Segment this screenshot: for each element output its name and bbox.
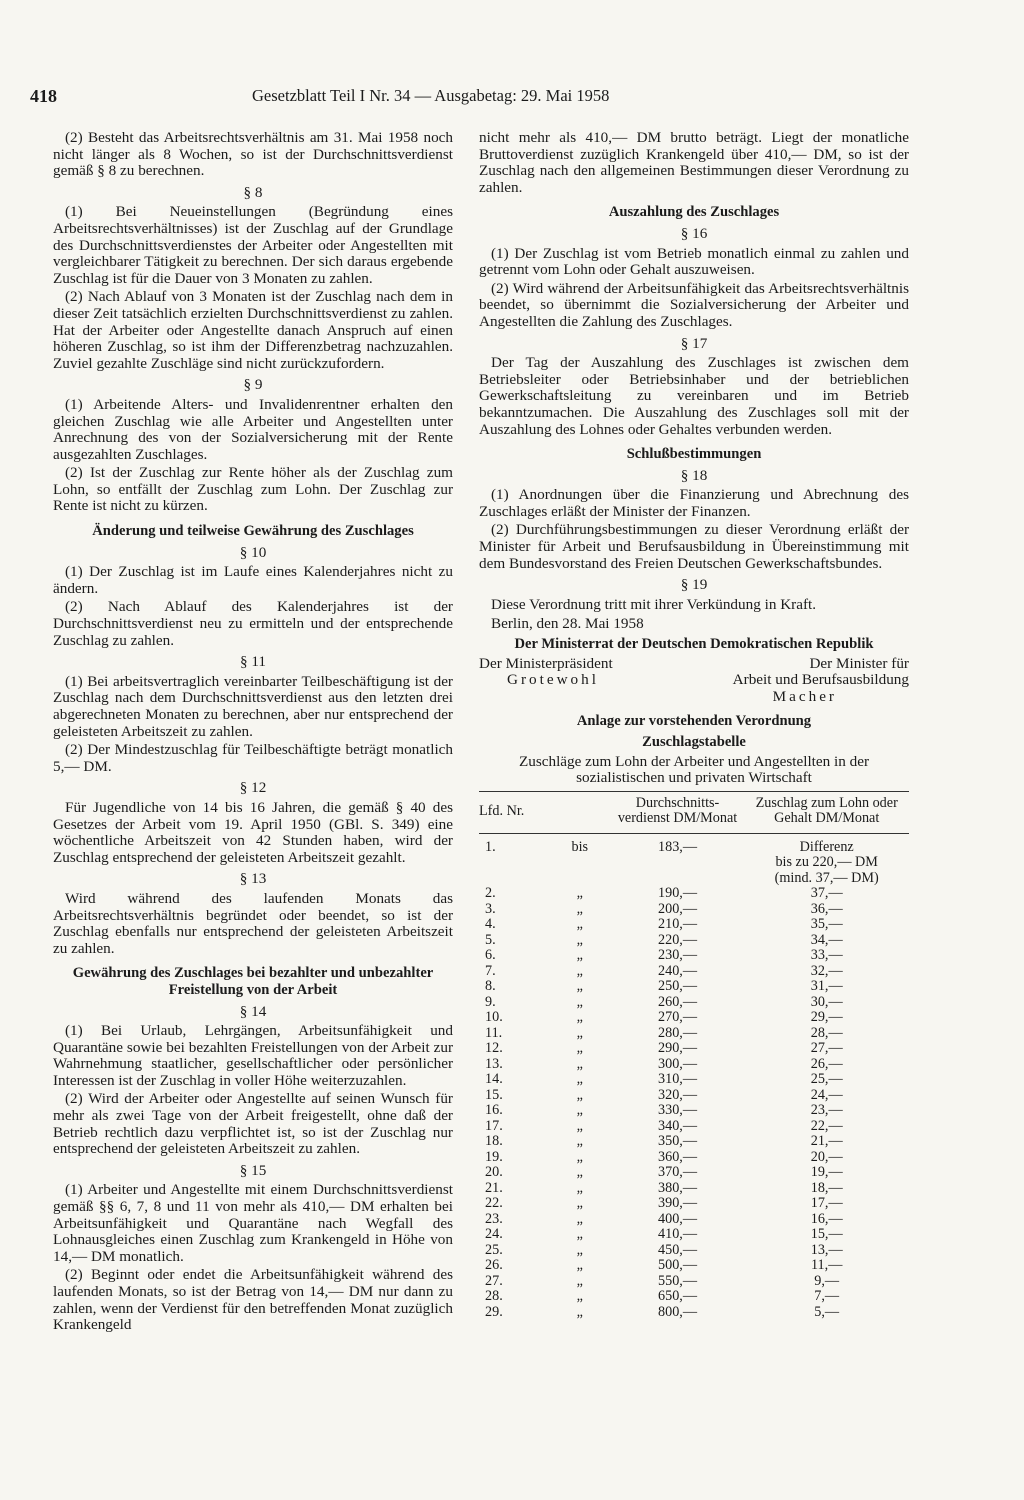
table-row xyxy=(479,886,909,902)
section-16-heading: § 16 xyxy=(680,224,708,242)
signature-right-name: Macher xyxy=(772,687,837,705)
table-row xyxy=(479,979,909,995)
row-nr: 28. xyxy=(485,1288,503,1305)
table-row xyxy=(479,1103,909,1119)
table-row xyxy=(479,1150,909,1166)
signature-right-office: Arbeit und Berufsausbildung xyxy=(732,671,909,689)
row-nr: 6. xyxy=(485,947,496,964)
row-nr: 11. xyxy=(485,1024,503,1041)
row-zuschlag: 7,— xyxy=(814,1288,840,1305)
row-nr: 25. xyxy=(485,1241,503,1258)
paragraph-8-2: (2) Nach Ablauf von 3 Monaten ist der Zuschlag nach dem in dieser Zeit tatsächlich erzielten Durchschnittsverdienst zu zahlen. Hat der Arbeiter oder Angestellte danach Anspruch auf einen höheren Zuschlag, so ist ihm der Differenzbetrag nachzuzahlen. Zuviel gezahlte Zuschläge sind nicht zurückzufordern. xyxy=(53,288,453,372)
table-row xyxy=(479,1057,909,1073)
row-nr: 2. xyxy=(485,885,496,902)
place-date: Berlin, den 28. Mai 1958 xyxy=(491,615,644,633)
column-header-blank xyxy=(549,791,611,833)
row-zuschlag: 30,— xyxy=(810,993,843,1010)
row-zuschlag: 36,— xyxy=(810,900,843,917)
column-header-nr: Lfd. Nr. xyxy=(479,791,549,833)
row-bis: „ xyxy=(576,1179,583,1196)
paragraph-18-1: (1) Anordnungen über die Finanzierung und Abrechnung des Zuschlages erläßt der Minister der Finanzen. xyxy=(479,486,909,520)
row-verdienst: 340,— xyxy=(658,1117,698,1134)
row-bis: „ xyxy=(576,1272,583,1289)
paragraph-16-1: (1) Der Zuschlag ist vom Betrieb monatlich einmal zu zahlen und getrennt vom Lohn oder Gehalt auszuweisen. xyxy=(479,244,909,279)
row-bis: „ xyxy=(576,1195,583,1212)
row-verdienst: 210,— xyxy=(658,916,698,933)
section-9-heading: § 9 xyxy=(243,376,263,394)
signature-left-title: Der Ministerpräsident xyxy=(479,654,613,672)
paragraph-10-2: (2) Nach Ablauf des Kalenderjahres ist der Durchschnittsverdienst neu zu ermitteln und der entsprechende Zuschlag zu zahlen. xyxy=(53,598,453,649)
row-zuschlag: 20,— xyxy=(810,1148,843,1165)
row-nr: 27. xyxy=(485,1272,503,1289)
section-13-heading: § 13 xyxy=(239,870,267,888)
row-bis: „ xyxy=(576,1040,583,1057)
row-nr: 7. xyxy=(485,962,496,979)
paragraph-15-2: (2) Beginnt oder endet die Arbeitsunfähigkeit während des laufenden Monats, so ist der Betrag von 14,— DM nur dann zu zahlen, wenn der Verdienst für den betreffenden Monat zuzüglich Krankengeld xyxy=(53,1266,453,1334)
row-nr: 19. xyxy=(485,1148,503,1165)
row-nr: 9. xyxy=(485,993,496,1010)
table-row xyxy=(479,933,909,949)
row-verdienst: 240,— xyxy=(658,962,698,979)
table-row xyxy=(479,948,909,964)
row-nr: 29. xyxy=(485,1303,503,1320)
row-bis: „ xyxy=(576,885,583,902)
row-zuschlag: 9,— xyxy=(814,1272,840,1289)
row-zuschlag: 5,— xyxy=(814,1303,840,1320)
row-verdienst: 800,— xyxy=(658,1303,698,1320)
row-bis: „ xyxy=(576,916,583,933)
row-nr: 21. xyxy=(485,1179,503,1196)
row-zuschlag: 37,— xyxy=(810,885,843,902)
row-nr: 12. xyxy=(485,1040,503,1057)
page-number: 418 xyxy=(30,86,57,106)
row-zuschlag: 18,— xyxy=(810,1179,843,1196)
row-verdienst: 260,— xyxy=(658,993,698,1010)
ministerrat-line: Der Ministerrat der Deutschen Demokratischen Republik xyxy=(514,636,874,653)
table-row xyxy=(479,1165,909,1181)
paragraph-9-2: (2) Ist der Zuschlag zur Rente höher als der Zuschlag zum Lohn, so entfällt der Zuschlag zum Lohn. Der Zuschlag zur Rente ist nicht zu kürzen. xyxy=(53,464,453,515)
row-bis: „ xyxy=(576,1226,583,1243)
row-verdienst: 650,— xyxy=(658,1288,698,1305)
row-nr: 22. xyxy=(485,1195,503,1212)
row-zuschlag: 25,— xyxy=(810,1071,843,1088)
row-nr: 15. xyxy=(485,1086,503,1103)
row-zuschlag-note xyxy=(744,833,909,886)
row-bis: „ xyxy=(576,1148,583,1165)
zuschlag-differenz: Differenz xyxy=(799,838,854,855)
table-row xyxy=(479,1041,909,1057)
table-row xyxy=(479,1010,909,1026)
table-body xyxy=(479,833,909,1320)
row-nr: 13. xyxy=(485,1055,503,1072)
row-bis: „ xyxy=(576,1024,583,1041)
section-10-heading: § 10 xyxy=(239,543,267,561)
row-verdienst: 280,— xyxy=(658,1024,698,1041)
row-zuschlag: 26,— xyxy=(810,1055,843,1072)
row-bis: „ xyxy=(576,1086,583,1103)
heading-zuschlagstabelle: Zuschlagstabelle xyxy=(642,734,746,750)
left-column xyxy=(53,130,453,1336)
row-verdienst: 190,— xyxy=(658,885,698,902)
row-bis: „ xyxy=(576,1071,583,1088)
row-zuschlag: 31,— xyxy=(810,978,843,995)
row-zuschlag: 24,— xyxy=(810,1086,843,1103)
row-verdienst: 360,— xyxy=(658,1148,698,1165)
row-verdienst: 410,— xyxy=(658,1226,698,1243)
paragraph-8-1: (1) Bei Neueinstellungen (Begründung eines Arbeitsrechtsverhältnisses) ist der Zuschlag auf der Grundlage des Durchschnittsverdienstes der Arbeiter oder Angestellten mit vergleichbarer Tätigkeit zu berechnen. Der sich daraus ergebende Zuschlag ist für die Dauer von 3 Monaten zu zahlen. xyxy=(53,203,453,287)
row-zuschlag: 15,— xyxy=(810,1226,843,1243)
row-bis: „ xyxy=(576,1164,583,1181)
table-row xyxy=(479,964,909,980)
row-nr: 18. xyxy=(485,1133,503,1150)
row-zuschlag: 21,— xyxy=(810,1133,843,1150)
paragraph-13: Wird während des laufenden Monats das Arbeitsrechtsverhältnis begründet oder beendet, so ist der Zuschlag ebenfalls nur entsprechend der geleisteten Arbeitszeit zu zahlen. xyxy=(53,889,453,957)
section-19-heading: § 19 xyxy=(680,576,708,594)
row-nr: 14. xyxy=(485,1071,503,1088)
section-15-heading: § 15 xyxy=(239,1161,267,1179)
table-row xyxy=(479,1289,909,1305)
table-row xyxy=(479,902,909,918)
table-row xyxy=(479,833,909,886)
row-verdienst: 320,— xyxy=(658,1086,698,1103)
row-nr: 3. xyxy=(485,900,496,917)
paragraph-11-2: (2) Der Mindestzuschlag für Teilbeschäftigte beträgt monatlich 5,— DM. xyxy=(53,741,453,775)
paragraph-17: Der Tag der Auszahlung des Zuschlages ist zwischen dem Betriebsleiter oder Betriebsinhaber und der betrieblichen Gewerkschaftsleitung zu vereinbaren und im Betrieb bekanntzumachen. Die Auszahlung des Zuschlages soll mit der Auszahlung des Lohnes oder Gehaltes verbunden werden. xyxy=(479,354,909,438)
section-18-heading: § 18 xyxy=(680,466,708,484)
row-zuschlag: 22,— xyxy=(810,1117,843,1134)
table-row xyxy=(479,995,909,1011)
row-verdienst: 300,— xyxy=(658,1055,698,1072)
row-verdienst: 380,— xyxy=(658,1179,698,1196)
paragraph-12: Für Jugendliche von 14 bis 16 Jahren, die gemäß § 40 des Gesetzes der Arbeit vom 19. April 1950 (GBl. S. 349) eine wöchentliche Arbeitszeit von 42 Stunden haben, wird der Zuschlag entsprechend der geleisteten Arbeitszeit gezahlt. xyxy=(53,798,453,866)
table-row xyxy=(479,1243,909,1259)
row-verdienst: 500,— xyxy=(658,1257,698,1274)
row-verdienst: 183,— xyxy=(658,838,698,855)
zuschlag-mindestens: (mind. 37,— DM) xyxy=(774,869,879,886)
row-bis: „ xyxy=(576,1241,583,1258)
section-17-heading: § 17 xyxy=(680,334,708,352)
row-nr: 5. xyxy=(485,931,496,948)
row-bis: „ xyxy=(576,978,583,995)
table-row xyxy=(479,1227,909,1243)
paragraph-9-1: (1) Arbeitende Alters- und Invalidenrentner erhalten den gleichen Zuschlag wie alle Arbeiter und Angestellten unter Anrechnung des von der Sozialversicherung mit der Rente ausgezahlten Zuschlages. xyxy=(53,395,453,463)
column-header-zuschlag: Zuschlag zum Lohn oder Gehalt DM/Monat xyxy=(744,791,909,833)
heading-anlage: Anlage zur vorstehenden Verordnung xyxy=(576,713,812,730)
row-verdienst: 250,— xyxy=(658,978,698,995)
row-verdienst: 290,— xyxy=(658,1040,698,1057)
row-verdienst: 200,— xyxy=(658,900,698,917)
paragraph-19: Diese Verordnung tritt mit ihrer Verkündung in Kraft. xyxy=(491,595,817,613)
table-row xyxy=(479,1134,909,1150)
row-nr: 1. xyxy=(485,838,496,855)
row-verdienst: 390,— xyxy=(658,1195,698,1212)
row-bis: „ xyxy=(576,1102,583,1119)
zuschlag-bis-220: bis zu 220,— DM xyxy=(775,854,878,871)
row-verdienst: 330,— xyxy=(658,1102,698,1119)
row-zuschlag: 32,— xyxy=(810,962,843,979)
table-row xyxy=(479,1072,909,1088)
row-zuschlag: 23,— xyxy=(810,1102,843,1119)
row-zuschlag: 16,— xyxy=(810,1210,843,1227)
signature-right-title: Der Minister für xyxy=(809,654,909,672)
row-bis: „ xyxy=(576,1117,583,1134)
row-nr: 8. xyxy=(485,978,496,995)
heading-aenderung: Änderung und teilweise Gewährung des Zuschlages xyxy=(92,523,414,540)
row-bis: „ xyxy=(576,1055,583,1072)
row-bis: „ xyxy=(576,1009,583,1026)
column-header-verdienst: Durchschnitts-verdienst DM/Monat xyxy=(611,791,745,833)
gazette-title: Gesetzblatt Teil I Nr. 34 — Ausgabetag: 29. Mai 1958 xyxy=(252,86,610,105)
table-row xyxy=(479,1258,909,1274)
signature-left-name: Grotewohl xyxy=(507,671,599,689)
table-caption: Zuschläge zum Lohn der Arbeiter und Angestellten in der sozialistischen und privaten Wirtschaft xyxy=(518,752,870,787)
signature-titles xyxy=(479,656,909,673)
paragraph-18-2: (2) Durchführungsbestimmungen zu dieser Verordnung erläßt der Minister für Arbeit und Berufsausbildung in Übereinstimmung mit dem Bundesvorstand des Freien Deutschen Gewerkschaftsbundes. xyxy=(479,521,909,572)
row-zuschlag: 27,— xyxy=(810,1040,843,1057)
right-column xyxy=(479,130,909,1320)
zuschlag-table xyxy=(479,791,909,1321)
row-zuschlag: 19,— xyxy=(810,1164,843,1181)
paragraph-14-1: (1) Bei Urlaub, Lehrgängen, Arbeitsunfähigkeit und Quarantäne sowie bei bezahlten Freistellungen von der Arbeit zur Wahrnehmung staatlicher, gesellschaftlicher oder persönlicher Interessen ist der Zuschlag in voller Höhe weiterzuzahlen. xyxy=(53,1022,453,1089)
signature-right-name-row xyxy=(479,689,909,706)
row-bis: „ xyxy=(576,1257,583,1274)
row-nr: 26. xyxy=(485,1257,503,1274)
row-zuschlag: 33,— xyxy=(810,947,843,964)
row-bis: bis xyxy=(571,838,589,855)
section-14-heading: § 14 xyxy=(239,1002,267,1020)
table-row xyxy=(479,1119,909,1135)
row-zuschlag: 11,— xyxy=(810,1257,843,1274)
table-row xyxy=(479,1305,909,1321)
heading-schluss: Schlußbestimmungen xyxy=(626,446,762,463)
paragraph-15-1: (1) Arbeiter und Angestellte mit einem Durchschnittsverdienst gemäß §§ 6, 7, 8 und 11 von mehr als 410,— DM erhalten bei Arbeitsunfähigkeit und Quarantäne nach Wegfall des Lohnausgleiches einen Zuschlag zum Krankengeld in Höhe von 14,— DM monatlich. xyxy=(53,1181,453,1265)
paragraph-15-continued: nicht mehr als 410,— DM brutto beträgt. Liegt der monatliche Bruttoverdienst zuzüglich Krankengeld über 410,— DM, so ist der Zuschlag nach den allgemeinen Bestimmungen dieser Verordnung zu zahlen. xyxy=(479,129,909,196)
heading-gewaehrung: Gewährung des Zuschlages bei bezahlter und unbezahlter Freistellung von der Arbeit xyxy=(72,965,434,998)
row-nr: 10. xyxy=(485,1009,503,1026)
row-zuschlag: 35,— xyxy=(810,916,843,933)
row-nr: 16. xyxy=(485,1102,503,1119)
section-11-heading: § 11 xyxy=(239,653,266,671)
table-row xyxy=(479,1088,909,1104)
row-bis: „ xyxy=(576,1133,583,1150)
row-verdienst: 370,— xyxy=(658,1164,698,1181)
row-nr: 4. xyxy=(485,916,496,933)
paragraph-7-2: (2) Besteht das Arbeitsrechtsverhältnis am 31. Mai 1958 noch nicht länger als 8 Wochen, so ist der Durchschnittsverdienst gemäß § 8 zu berechnen. xyxy=(53,129,453,180)
row-zuschlag: 28,— xyxy=(810,1024,843,1041)
paragraph-14-2: (2) Wird der Arbeiter oder Angestellte auf seinen Wunsch für mehr als zwei Tage von der Arbeit freigestellt, ohne daß der Betrieb rechtlich dazu verpflichtet ist, so ist der Zuschlag nur entsprechend der geleisteten Arbeitszeit zu zahlen. xyxy=(53,1090,453,1158)
section-8-heading: § 8 xyxy=(243,183,263,201)
table-row xyxy=(479,917,909,933)
paragraph-11-1: (1) Bei arbeitsvertraglich vereinbarter Teilbeschäftigung ist der Zuschlag nach dem Durchschnittsverdienst aus den letzten drei abgerechneten Monaten zu berechnen, aber nur entsprechend der geleisteten Arbeitszeit zu zahlen. xyxy=(53,672,453,740)
row-nr: 20. xyxy=(485,1164,503,1181)
row-zuschlag: 17,— xyxy=(810,1195,843,1212)
heading-auszahlung: Auszahlung des Zuschlages xyxy=(608,204,780,221)
table-header-row xyxy=(479,791,909,833)
row-zuschlag: 13,— xyxy=(810,1241,843,1258)
row-zuschlag: 29,— xyxy=(810,1009,843,1026)
paragraph-10-1: (1) Der Zuschlag ist im Laufe eines Kalenderjahres nicht zu ändern. xyxy=(53,563,453,597)
row-verdienst: 550,— xyxy=(658,1272,698,1289)
row-verdienst: 270,— xyxy=(658,1009,698,1026)
row-verdienst: 400,— xyxy=(658,1210,698,1227)
paragraph-16-2: (2) Wird während der Arbeitsunfähigkeit das Arbeitsrechtsverhältnis beendet, so übernimmt die Sozialversicherung der Arbeiter und Angestellten die Zahlung des Zuschlages. xyxy=(479,279,909,330)
row-bis: „ xyxy=(576,1288,583,1305)
row-bis: „ xyxy=(576,947,583,964)
row-bis: „ xyxy=(576,931,583,948)
row-bis: „ xyxy=(576,1303,583,1320)
page-header xyxy=(30,86,680,110)
row-verdienst: 230,— xyxy=(658,947,698,964)
row-nr: 17. xyxy=(485,1117,503,1134)
section-12-heading: § 12 xyxy=(239,779,267,797)
row-bis: „ xyxy=(576,993,583,1010)
row-bis: „ xyxy=(576,900,583,917)
row-verdienst: 220,— xyxy=(658,931,698,948)
row-verdienst: 350,— xyxy=(658,1133,698,1150)
row-bis: „ xyxy=(576,962,583,979)
table-row xyxy=(479,1274,909,1290)
row-nr: 24. xyxy=(485,1226,503,1243)
row-bis: „ xyxy=(576,1210,583,1227)
table-row xyxy=(479,1026,909,1042)
table-row xyxy=(479,1181,909,1197)
table-row xyxy=(479,1196,909,1212)
signature-names xyxy=(479,672,909,689)
row-verdienst: 310,— xyxy=(658,1071,698,1088)
row-zuschlag: 34,— xyxy=(810,931,843,948)
row-nr: 23. xyxy=(485,1210,503,1227)
row-verdienst: 450,— xyxy=(658,1241,698,1258)
table-row xyxy=(479,1212,909,1228)
